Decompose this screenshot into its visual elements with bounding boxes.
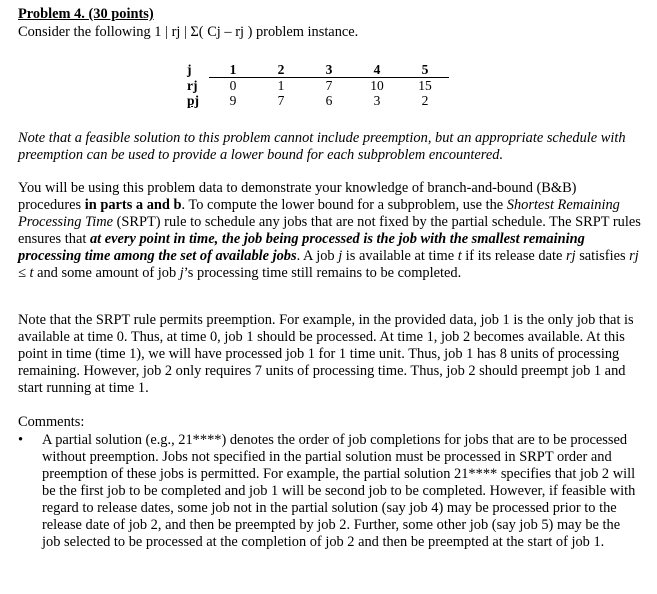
job-number: 5: [401, 62, 449, 78]
release-date: 10: [370, 78, 384, 93]
job-number: 2: [257, 62, 305, 78]
row-label-r: rj: [187, 77, 198, 93]
bullet-text: A partial solution (e.g., 21****) denotes the order of job completions for jobs that are to be processed without preemption. Jobs not specified in the partial solution must be processed in SRPT order and preemption of these jobs is permitted. For example, the partial solution 21**** specifies that job 2 will be the first job to be completed and job 1 will be second job to be completed. However, if feasible with regard to release dates, some job not in the partial solution (say job 4) may be processed prior to the release date of job 2, and then be preempted by job 2. Further, some other job (say job 5) may be the job selected to be processed at the completion of job 2 and then be preempted at the start of job 1.: [42, 432, 636, 550]
bullet-icon: •: [18, 432, 24, 448]
intro-text: Consider the following 1 | rj | Σ( Cj – rj ) problem instance.: [18, 24, 359, 40]
release-date: 0: [229, 78, 237, 93]
table-row: [187, 93, 449, 108]
table-row: [187, 78, 449, 94]
problem-data-table: [187, 62, 449, 108]
processing-time: 7: [277, 93, 285, 108]
processing-time: 2: [421, 93, 429, 108]
release-date: 7: [325, 78, 333, 93]
table-row: [187, 62, 449, 78]
problem-title: Problem 4. (30 points): [18, 6, 154, 22]
example-paragraph: Note that the SRPT rule permits preemption. For example, in the provided data, job 1 is the only job that is available at time 0. Thus, at time 0, job 1 should be processed. At time 1, job 2 becomes available. At this point in time (time 1), we will have processed job 1 for 1 time unit. Thus, job 1 has 8 units of processing remaining. However, job 2 only requires 7 units of processing time. Thus, job 2 should preempt job 1 and start running at time 1.: [18, 312, 634, 396]
release-date: 1: [277, 78, 285, 93]
processing-time: 6: [325, 93, 333, 108]
row-label-j: j: [187, 62, 192, 78]
release-date: 15: [418, 78, 432, 93]
job-number: 4: [353, 62, 401, 78]
job-number: 1: [209, 62, 257, 78]
processing-time: 3: [373, 93, 381, 108]
preemption-note: Note that a feasible solution to this problem cannot include preemption, but an appropriate schedule with preemption can be used to provide a lower bound for each subproblem encountered.: [18, 130, 626, 163]
row-label-p: pj: [187, 93, 200, 108]
job-number: 3: [305, 62, 353, 78]
processing-time: 9: [229, 93, 237, 108]
comments-label: Comments:: [18, 414, 85, 430]
srpt-paragraph: You will be using this problem data to demonstrate your knowledge of branch-and-bound (B&B) procedures in parts a and b. To compute the lower bound for a subproblem, use the Shortest Remaining Processing Time (SRPT) rule to schedule any jobs that are not fixed by the partial schedule. The SRPT rules ensures that at every point in time, the job being processed is the job with the smallest remaining processing time among the set of available jobs. A job j is available at time t if its release date rj satisfies rj ≤ t and some amount of job j’s processing time still remains to be completed.: [18, 180, 641, 281]
